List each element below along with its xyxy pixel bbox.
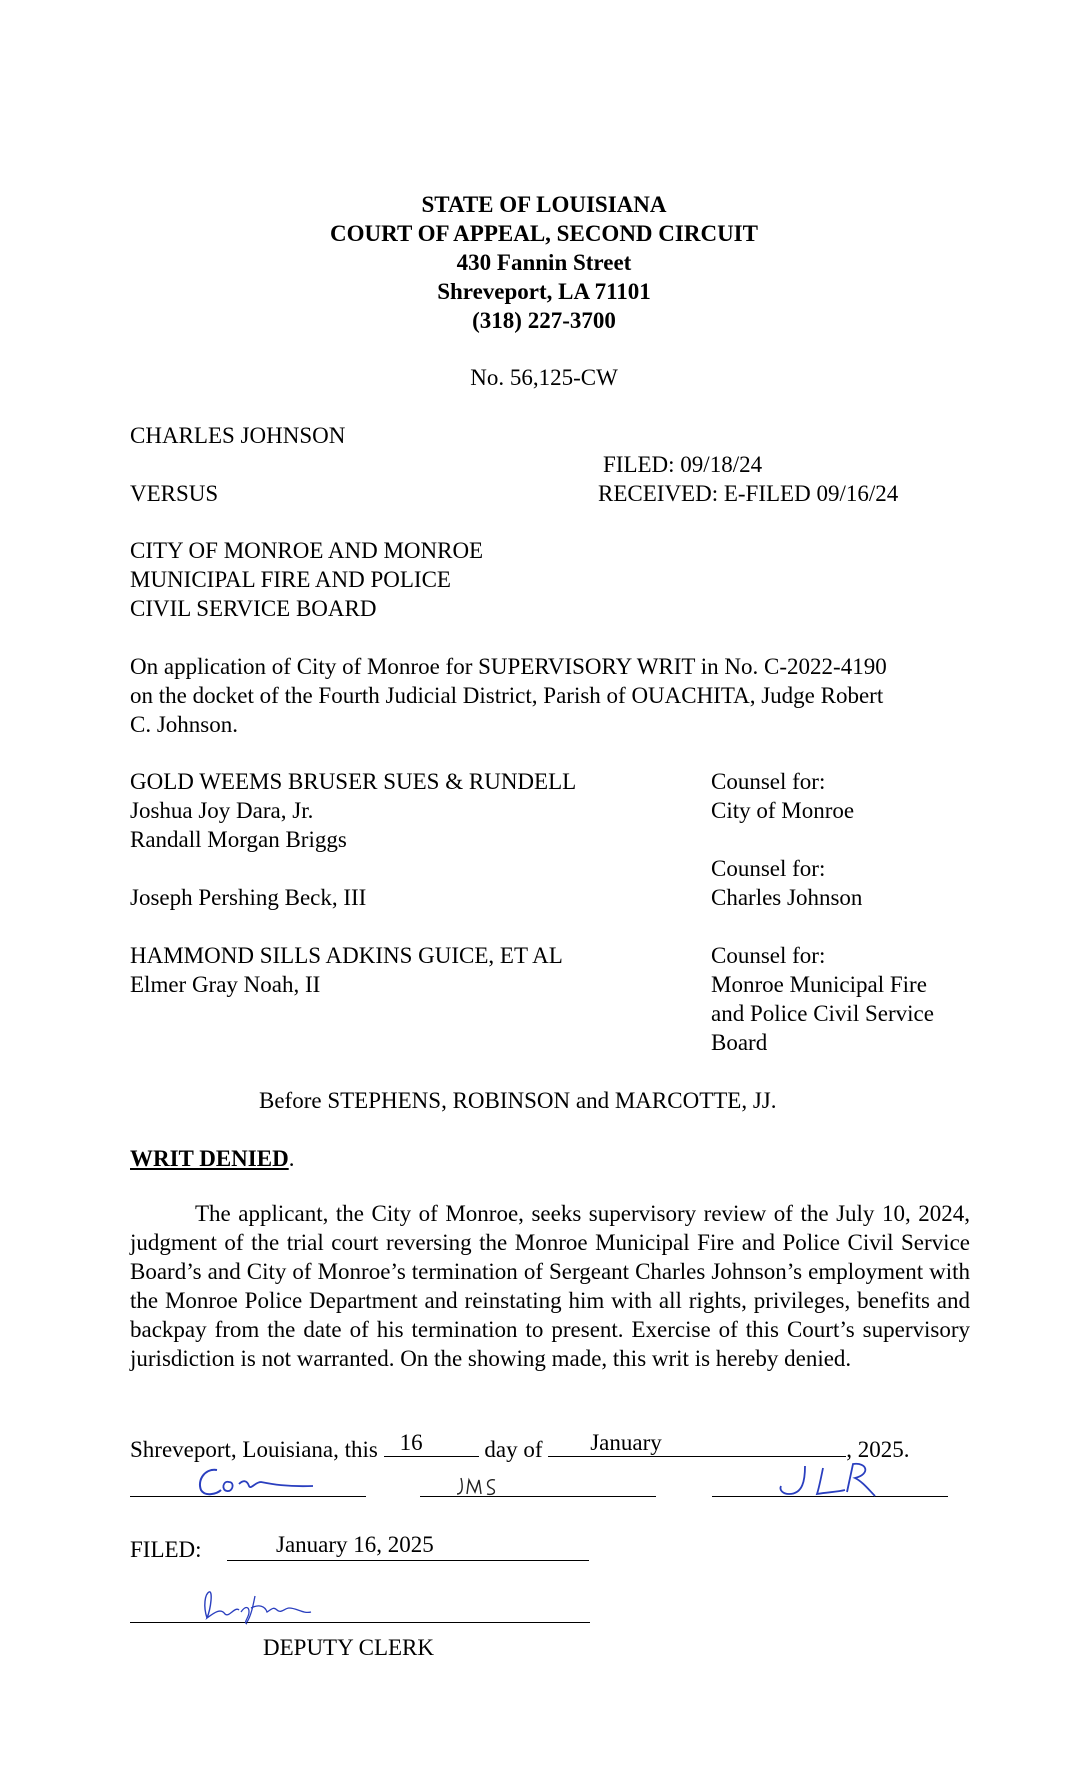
application-line: on the docket of the Fourth Judicial District, Parish of OUACHITA, Judge Robert — [130, 683, 884, 708]
counsel-client: Board — [711, 1030, 768, 1055]
court-street: 430 Fannin Street — [456, 250, 632, 275]
counsel-attorney: Randall Morgan Briggs — [130, 827, 347, 852]
plaintiff-name: CHARLES JOHNSON — [130, 423, 346, 448]
ruling-heading-line — [130, 1147, 294, 1170]
judge-signature-3 — [775, 1460, 885, 1502]
day-value: 16 — [399, 1430, 423, 1455]
counsel-attorney: Elmer Gray Noah, II — [130, 972, 321, 997]
month-blank — [548, 1430, 846, 1457]
versus-label: VERSUS — [130, 481, 219, 506]
dateline-prefix: Shreveport, Louisiana, this — [130, 1437, 378, 1462]
clerk-filed-line — [227, 1560, 589, 1561]
defendant-line: MUNICIPAL FIRE AND POLICE — [130, 567, 451, 592]
deputy-clerk-title: DEPUTY CLERK — [263, 1635, 435, 1660]
defendant-line: CITY OF MONROE AND MONROE — [130, 538, 484, 563]
received-date: RECEIVED: E-FILED 09/16/24 — [598, 481, 899, 506]
application-line: C. Johnson. — [130, 712, 238, 737]
dateline — [130, 1430, 910, 1462]
clerk-filed-label: FILED: — [130, 1537, 202, 1562]
court-phone: (318) 227-3700 — [472, 308, 616, 333]
counsel-firm: GOLD WEEMS BRUSER SUES & RUNDELL — [130, 769, 577, 794]
ruling-body: The applicant, the City of Monroe, seeks supervisory review of the July 10, 2024, judgment of the trial court reversing the Monroe Municipal Fire and Police Civil Service Board’s and City of Monroe’s termination of Sergeant Charles Johnson’s employment with the Monroe Police Department and reinstating him with all rights, privileges, benefits and backpay from the date of his termination to present. Exercise of this Court’s supervisory jurisdiction is not warranted. On the showing made, this writ is hereby denied. — [130, 1201, 970, 1371]
counsel-client: Monroe Municipal Fire — [711, 972, 927, 997]
court-state: STATE OF LOUISIANA — [421, 192, 667, 217]
month-value: January — [590, 1430, 662, 1455]
counsel-attorney: Joshua Joy Dara, Jr. — [130, 798, 314, 823]
counsel-client: and Police Civil Service — [711, 1001, 934, 1026]
ruling-heading: WRIT DENIED — [130, 1146, 289, 1171]
application-line: On application of City of Monroe for SUPERVISORY WRIT in No. C-2022-4190 — [130, 654, 887, 679]
counsel-for-label: Counsel for: — [711, 943, 826, 968]
court-city: Shreveport, LA 71101 — [437, 279, 651, 304]
judicial-panel: Before STEPHENS, ROBINSON and MARCOTTE, JJ. — [259, 1088, 777, 1113]
counsel-for-label: Counsel for: — [711, 856, 826, 881]
case-number: No. 56,125-CW — [470, 365, 618, 390]
judge-signature-2 — [455, 1474, 525, 1500]
counsel-for-label: Counsel for: — [711, 769, 826, 794]
clerk-filed-date: January 16, 2025 — [276, 1532, 434, 1557]
dateline-day-of: day of — [484, 1437, 543, 1462]
counsel-client: City of Monroe — [711, 798, 855, 823]
clerk-signature — [193, 1588, 323, 1626]
ruling-heading-period: . — [288, 1146, 295, 1171]
judge-signature-1 — [195, 1462, 325, 1502]
filed-date: FILED: 09/18/24 — [603, 452, 763, 477]
counsel-firm: HAMMOND SILLS ADKINS GUICE, ET AL — [130, 943, 563, 968]
counsel-attorney: Joseph Pershing Beck, III — [130, 885, 367, 910]
defendant-line: CIVIL SERVICE BOARD — [130, 596, 377, 621]
day-blank — [384, 1430, 479, 1457]
counsel-client: Charles Johnson — [711, 885, 863, 910]
dateline-year: , 2025. — [846, 1437, 910, 1462]
court-name: COURT OF APPEAL, SECOND CIRCUIT — [330, 221, 758, 246]
